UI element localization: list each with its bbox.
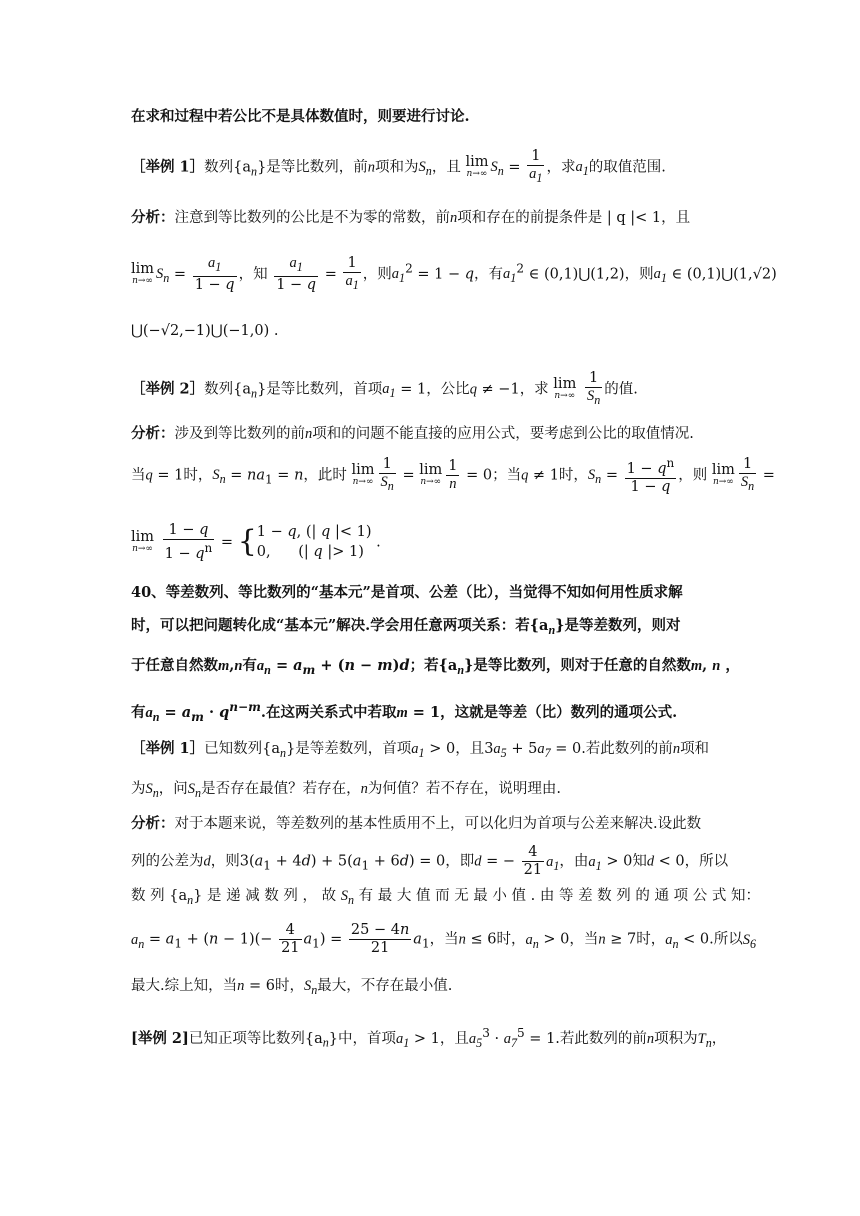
analysis-1a-formula: lim n→∞ $S_n$ = $\frac{a_1}{1 - q}$ ，知 $\frac{a_1}{1 - q}$ = $\frac{1}{a_1}$ ，则$a_1^2 = 1 - q$，有$a_1^2$ ∈ (0,1)⋃(1,2)，则$a_1$ ∈ (0,1)⋃(1,√2) [131,255,777,293]
analysis-2a-cases: lim n→∞ $\frac{1 - q}{1 - q^n}$ = {1 − q, (| q |< 1) 0, (| q |> 1) . [131,522,381,562]
section-40-line2: 时，可以把问题转化成“基本元”解决.学会用任意两项关系：若$\{a_n\}$是等差数列，则对 [131,617,681,637]
analysis-1a-end: ⋃(−√2,−1)⋃(−1,0) . [131,323,279,339]
example-2a: ［举例 2］数列$\{a_n\}$是等比数列，首项$a_1 = 1$，公比q ≠ −1，求 lim n→∞ $\frac{1}{S_n}$ 的值. [131,370,638,407]
analysis-1b-cont: 数 列 $\{a_n\}$ 是 递 减 数 列 ， 故 $S_n$ 有 最 大 值 而 无 最 小 值 . 由 等 差 数 列 的 通 项 公 式 知： [131,888,760,907]
analysis-1b-formula: 列的公差为d，则$3(a_1 + 4d) + 5(a_1 + 6d) = 0$，即d = − $\frac{4}{21}$ $a_1$，由$a_1 > 0$知d < 0，所以 [131,844,729,878]
section-40-line4: 有$a_n = a_m \cdot q^{n-m}$.在这两关系式中若取m = 1，这就是等差（比）数列的通项公式. [131,700,678,724]
analysis-2a: 分析：涉及到等比数列的前n项和的问题不能直接的应用公式，要考虑到公比的取值情况. [131,425,694,442]
example-2b: [举例 2]已知正项等比数列$\{a_n\}$中，首项$a_1 > 1$，且$a_5^3 \cdot a_7^5 = 1$.若此数列的前n项积为$T_n$， [131,1026,727,1050]
section-40-line3: 于任意自然数m,n有$a_n = a_m + (n - m)d$；若$\{a_n\}$是等比数列，则对于任意的自然数m, n ， [131,657,740,677]
section-40-line1: 40、等差数列、等比数列的“基本元”是首项、公差（比），当觉得不知如何用性质求解 [131,584,683,601]
intro-line: 在求和过程中若公比不是具体数值时，则要进行讨论. [131,108,470,125]
example-1a: ［举例 1］数列$\{a_n\}$是等比数列，前n项和为$S_n$，且 lim n→∞ $S_n$ = $\frac{1}{a_1}$ ，求$a_1$的取值范围. [131,148,666,185]
example-1b: ［举例 1］已知数列$\{a_n\}$是等差数列，首项$a_1 > 0$，且$3a_5 + 5a_7 = 0$.若此数列的前n项和 [131,740,710,760]
analysis-1b-formula2: $a_n = a_1 + (n - 1)(-$ $\frac{4}{21}$ $a_1$) = $\frac{25 - 4n}{21}$ $a_1$，当n ≤ 6时，$a_n > 0$，当n ≥ 7时，$a_n < 0$.所以$S_6$ [131,922,756,956]
analysis-2a-formula: 当q = 1时，$S_n = na_1 = n$，此时 lim n→∞ $\frac{1}{S_n}$ = lim n→∞ $\frac{1}{n}$ = 0；当q ≠ 1时，$S_n$ = $\frac{1 - q^n}{1 - q}$ ，则 lim n→∞ $\frac{1}{S_n}$ = [131,455,775,495]
analysis-1b-end: 最大.综上知，当n = 6时，$S_n$最大，不存在最小值. [131,978,453,997]
example-1b-cont: 为$S_n$，问$S_n$是否存在最值？若存在，n为何值？若不存在，说明理由. [131,781,561,800]
analysis-1a: 分析：注意到等比数列的公比是不为零的常数，前n项和存在的前提条件是 | q |< 1，且 [131,209,691,226]
analysis-1b: 分析：对于本题来说，等差数列的基本性质用不上，可以化归为首项与公差来解决.设此数 [131,815,702,832]
